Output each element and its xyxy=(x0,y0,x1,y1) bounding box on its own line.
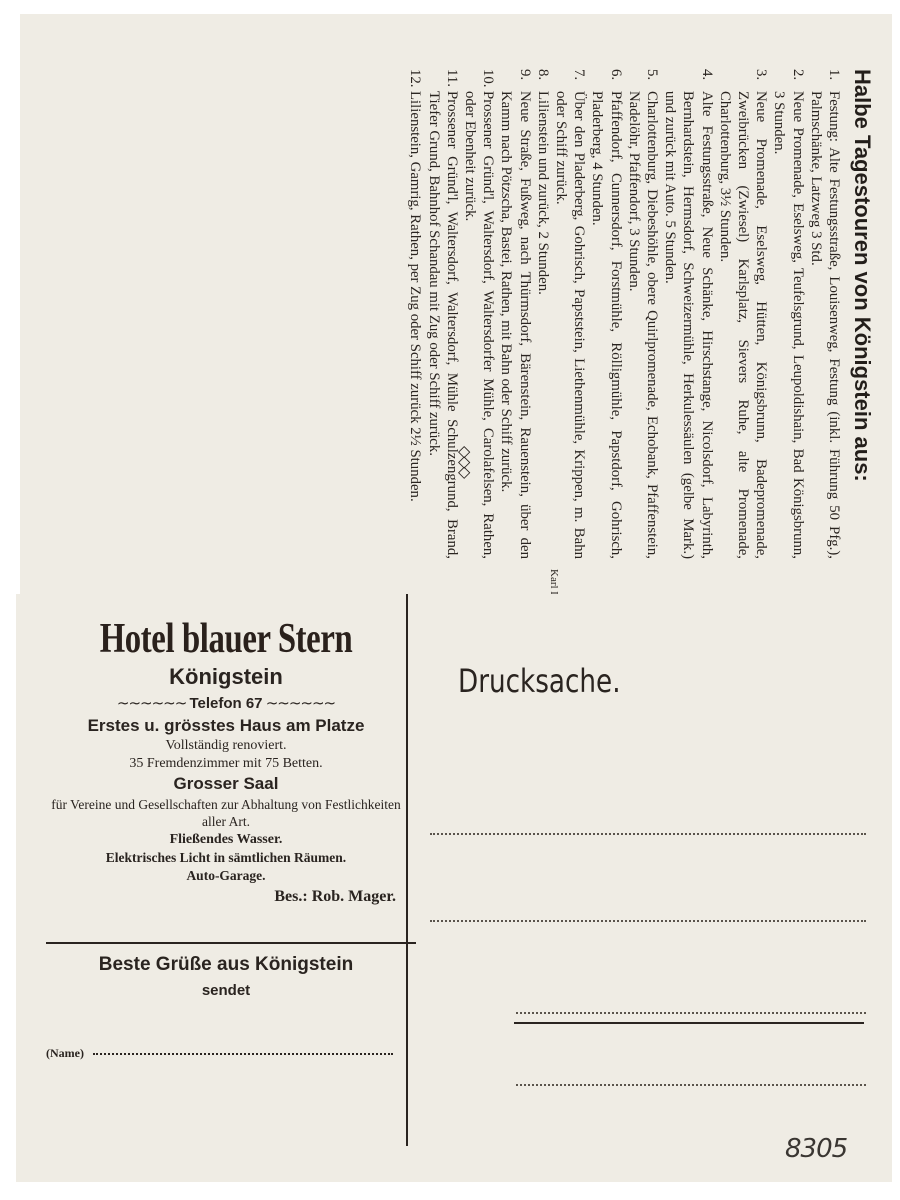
tours-panel xyxy=(20,14,892,603)
tour-number: 12. xyxy=(407,69,424,88)
tour-number: 2. xyxy=(789,69,806,81)
name-label: (Name) xyxy=(46,1046,84,1060)
hotel-garage: Auto-Garage. xyxy=(186,868,266,883)
hotel-hall-description: für Vereine und Gesellschaften zur Abhaltung von Festlichkeiten aller Art. xyxy=(51,797,401,829)
tour-text: Neue Promenade, Eselsweg, Hütten, Königsbrunn, Badepromenade, Zweibrücken (Zwiesel) Karlsplatz, Sievers Ruhe, alte Promenade, Charlottenburg, 3½ Stunden. xyxy=(716,91,770,559)
tours-items xyxy=(406,69,843,559)
tour-item xyxy=(807,69,843,559)
tour-number: 7. xyxy=(571,69,588,81)
tour-text: Lilienstein und zurück, 2 Stunden. xyxy=(534,91,551,295)
tour-number: 8. xyxy=(534,69,551,81)
tour-item xyxy=(770,69,806,559)
hotel-water: Fließendes Wasser. xyxy=(169,832,283,847)
tour-text: Neue Straße, Fußweg, nach Thürmsdorf, Bärenstein, Rauenstein, über den Kamm nach Pötzscha, Bastei, Rathen, mit Bahn oder Schiff zurück. xyxy=(498,91,533,559)
hotel-phone-text: Telefon 67 xyxy=(189,695,263,712)
hotel-name: Hotel blauer Stern xyxy=(99,616,353,662)
tour-item xyxy=(424,69,460,559)
tour-text: Neue Promenade, Eselsweg, Teufelsgrund, Leupoldishain, Bad Königsbrunn, 3 Stunden. xyxy=(771,91,806,559)
hotel-slogan: Erstes u. grösstes Haus am Platze xyxy=(87,716,365,735)
tour-number: 6. xyxy=(607,69,624,81)
tour-item xyxy=(716,69,771,559)
tour-text: Prossener Gründ'l, Waltersdorf, Waltersdorfer Mühle, Carolafelsen, Rathen, oder Ebenheit zurück. xyxy=(461,91,497,559)
address-line xyxy=(430,833,866,835)
hotel-renovated: Vollständig renoviert. xyxy=(165,738,287,753)
tour-text: Charlottenburg, Diebeshöhle, obere Quirlpromenade, Echobank, Pfaffenstein, Nadelöhr, Pfaffendorf, 3 Stunden. xyxy=(625,91,660,559)
tour-item xyxy=(625,69,661,559)
tour-number: 5. xyxy=(643,69,660,81)
tour-number: 9. xyxy=(516,69,533,81)
name-dotted-line xyxy=(93,1053,393,1055)
tour-item xyxy=(406,69,424,559)
tour-number: 10. xyxy=(480,69,497,88)
hotel-hall: Grosser Saal xyxy=(173,774,279,793)
hotel-phone: ∼∼∼∼∼∼ Telefon 67 ∼∼∼∼∼∼ xyxy=(116,695,336,712)
tour-number: 4. xyxy=(698,69,715,81)
hotel-town: Königstein xyxy=(169,664,283,689)
tour-text: Festung: Alte Festungsstraße, Louisenweg, Festung (inkl. Führung 50 Pfg.), Palmschänke, Latzweg 3 Std. xyxy=(807,91,842,559)
handwritten-number: 8305 xyxy=(785,1134,848,1164)
address-line xyxy=(430,920,866,922)
tour-number: 11. xyxy=(443,69,460,87)
greeting-text: Beste Grüße aus Königstein xyxy=(98,954,354,975)
hotel-owner: Bes.: Rob. Mager. xyxy=(274,888,396,905)
tour-text: Über den Pladerberg, Gohrisch, Papststein, Liethenmühle, Krippen, m. Bahn oder Schiff zurück. xyxy=(552,91,588,559)
tour-item xyxy=(588,69,624,559)
tour-number: 3. xyxy=(753,69,770,81)
tour-text: Prossener Gründ'l, Waltersdorf, Waltersdorf, Mühle Schulzengrund, Brand, Tiefer Grund, Bahnhof Schandau mit Zug oder Schiff zurück. xyxy=(425,91,460,559)
tours-list xyxy=(185,69,875,559)
greeting-block xyxy=(46,954,406,999)
hotel-advertisement xyxy=(46,614,406,906)
postcard-front xyxy=(16,594,892,1182)
tour-text: Lilienstein, Gamrig, Rathen, per Zug oder Schiff zurück 2½ Stunden. xyxy=(407,91,424,502)
tour-text: Pfaffendorf, Cunnersdorf, Forstmühle, Rölligmühle, Papstdorf, Gohrisch, Pladerberg, 4 Stunden. xyxy=(589,91,624,559)
tour-item xyxy=(534,69,552,559)
tour-item xyxy=(552,69,588,559)
ornament-icon: ◇◇◇ xyxy=(455,446,475,477)
tour-item xyxy=(461,69,497,559)
tour-item xyxy=(497,69,533,559)
drucksache-label: Drucksache. xyxy=(458,662,621,700)
name-line xyxy=(46,1046,416,1061)
tour-number: 1. xyxy=(826,69,842,81)
address-line xyxy=(516,1084,866,1086)
ad-divider xyxy=(46,942,416,944)
address-line xyxy=(516,1012,866,1014)
address-solid-line xyxy=(514,1022,864,1024)
hotel-rooms: 35 Fremdenzimmer mit 75 Betten. xyxy=(129,756,323,771)
tour-item xyxy=(661,69,716,559)
tours-heading: Halbe Tagestouren von Königstein aus: xyxy=(850,69,875,482)
greeting-sender: sendet xyxy=(201,982,251,999)
tour-text: Alte Festungsstraße, Neue Schänke, Hirschstange, Nicolsdorf, Labyrinth, Bernhardstein, Hermsdorf, Schweizermühle, Herkulessäulen (gelbe Mark.) und zurück mit Auto. 5 Stunden. xyxy=(662,91,715,559)
hotel-light: Elektrisches Licht in sämtlichen Räumen. xyxy=(105,850,347,865)
vertical-divider xyxy=(406,594,408,1146)
